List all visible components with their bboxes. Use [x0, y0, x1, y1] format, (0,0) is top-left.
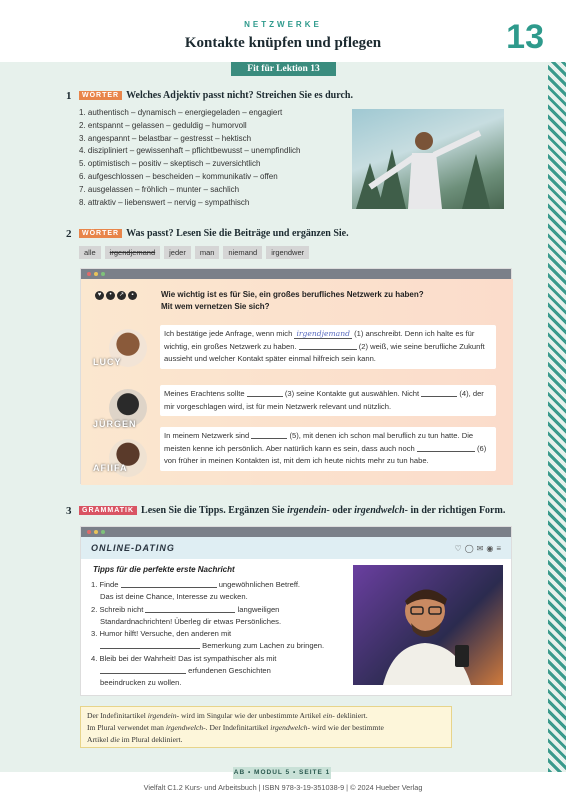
note-text: die: [110, 735, 120, 745]
tip-item: [91, 640, 351, 652]
author-name: JÜRGEN: [93, 419, 137, 429]
share-icon[interactable]: ↗: [118, 292, 125, 298]
instruction-text: Lesen Sie die Tipps. Ergänzen Sie: [141, 505, 285, 516]
tip-item: [91, 604, 351, 616]
forum-post: [160, 427, 496, 471]
note-text: irgendwelch-: [270, 723, 310, 733]
tips-list: [91, 579, 351, 690]
note-text: dekliniert.: [336, 711, 368, 720]
forum-post: [160, 325, 496, 369]
note-text: irgendwelch-: [165, 723, 206, 733]
note-text: wird wie der bestimmte: [311, 723, 384, 733]
window-titlebar: [81, 269, 511, 279]
tip-text: beeindrucken zu wollen.: [100, 678, 182, 688]
note-text: wird im Singular wie der unbestimmte Artikel: [181, 711, 322, 720]
note-line: [87, 710, 445, 722]
social-icons: [95, 291, 137, 300]
note-text: Der Indefinitartikel: [87, 711, 146, 720]
list-item: 8. attraktiv – liebenswert – nervig – sympathisch: [79, 197, 250, 207]
answer-blank[interactable]: [100, 648, 200, 649]
answer-blank[interactable]: [299, 349, 357, 350]
credits: Vielfalt C1.2 Kurs- und Arbeitsbuch | ISBN 978-3-19-351038-9 | © 2024 Hueber Verlag: [143, 783, 423, 792]
list-item: 7. ausgelassen – fröhlich – munter – sachlich: [79, 184, 240, 194]
app-title: ONLINE-DATING: [91, 543, 175, 553]
answer-blank[interactable]: [145, 612, 235, 613]
post-text: (4), der mir vorgeschlagen wird, ist für mein Netzwerk relevant und nützlich.: [164, 389, 484, 411]
exercise-3-instruction: [79, 505, 505, 516]
post-text: (3) seine Kontakte gut auswählen. Nicht: [284, 389, 420, 398]
window-dot: [101, 530, 105, 534]
filled-answer: irgendjemand: [296, 329, 350, 338]
tip-text: Bemerkung zum Lachen zu bringen.: [202, 641, 325, 651]
forum-post: [160, 385, 496, 416]
post-text: In meinem Netzwerk sind: [164, 431, 250, 440]
fit-label: Fit für Lektion 13: [231, 62, 336, 76]
tip-text: erfundenen Geschichten: [188, 666, 271, 676]
note-text: ein-: [322, 711, 335, 720]
note-text: Artikel: [87, 735, 109, 745]
note-line: [87, 734, 445, 746]
author-name: AFIIFA: [93, 463, 128, 473]
instruction-text: Was passt? Lesen Sie die Beiträge und ergänzen Sie.: [126, 228, 349, 239]
instruction-text: irgendwelch-: [354, 505, 409, 516]
chapter-kicker: NETZWERKE: [244, 20, 322, 29]
word-chip[interactable]: alle: [79, 246, 101, 259]
note-text: Im Plural verwendet man: [87, 723, 164, 733]
tag-woerter: WÖRTER: [79, 91, 122, 100]
window-dot: [101, 272, 105, 276]
window-titlebar: [81, 527, 511, 537]
instruction-text: irgendein-: [287, 505, 330, 516]
photo-woman-outdoors: [352, 109, 504, 209]
window-dot: [87, 272, 91, 276]
adjective-list: [79, 107, 349, 209]
window-dot: [94, 272, 98, 276]
chapter-number: 13: [506, 18, 544, 56]
window-dot: [87, 530, 91, 534]
word-bank: [79, 246, 309, 259]
dating-window: [80, 526, 512, 696]
forum-window: [80, 268, 512, 484]
list-item: 6. aufgeschlossen – bescheiden – kommunikativ – offen: [79, 171, 278, 181]
profile-icon[interactable]: ◉: [486, 543, 494, 553]
menu-icon[interactable]: ≡: [496, 543, 501, 553]
grammar-note: [80, 706, 452, 748]
list-item: 4. diszipliniert – gewissenhaft – pflichtbewusst – unempfindlich: [79, 146, 301, 156]
word-chip[interactable]: niemand: [223, 246, 262, 259]
tip-text: ungewöhnlichen Betreff.: [218, 580, 301, 589]
note-line: [87, 722, 445, 734]
tip-item: [91, 579, 351, 591]
tip-text: 4. Bleib bei der Wahrheit! Das ist sympathischer als mit: [91, 653, 277, 663]
tip-text: Standardnachrichten! Überleg dir etwas Persönliches.: [100, 616, 282, 626]
author-name: LUCY: [93, 357, 122, 367]
tip-item: [91, 665, 351, 677]
decorative-border: [548, 62, 566, 772]
mail-icon[interactable]: ✉: [476, 543, 484, 553]
note-text: im Plural dekliniert.: [121, 735, 183, 745]
question-line: Wie wichtig ist es für Sie, ein großes berufliches Netzwerk zu haben?: [161, 290, 424, 299]
post-text: (6) von früher in meinen Kontakten ist, mit dem ich heute nichts mehr zu tun habe.: [164, 443, 487, 465]
word-chip[interactable]: irgendwer: [266, 246, 309, 259]
post-text: (2) weiß, wie seine berufliche Zukunft aussieht und welcher Kontakt später einmal hilfreich sein kann.: [164, 341, 485, 363]
tip-text: 1. Finde: [91, 580, 119, 589]
exercise-number-2: 2: [66, 228, 72, 240]
tips-title: Tipps für die perfekte erste Nachricht: [93, 565, 235, 574]
instruction-text: Welches Adjektiv passt nicht? Streichen Sie es durch.: [126, 90, 353, 101]
exercise-number-1: 1: [66, 90, 72, 102]
post-text: Meines Erachtens sollte: [164, 389, 245, 398]
note-text: . Der Indefinitartikel: [205, 723, 269, 733]
tip-text: 3. Humor hilft! Versuche, den anderen mit: [91, 629, 232, 639]
exercise-2-instruction: [79, 228, 349, 239]
exercise-number-3: 3: [66, 505, 72, 517]
question-line: Mit wem vernetzen Sie sich?: [161, 302, 270, 311]
man-figure: [353, 565, 503, 685]
window-dot: [94, 530, 98, 534]
woman-figure: [352, 109, 504, 209]
forum-content: [81, 279, 513, 485]
word-chip[interactable]: man: [195, 246, 220, 259]
tag-woerter: WÖRTER: [79, 229, 122, 238]
answer-blank[interactable]: [121, 587, 217, 588]
instruction-text: in der richtigen Form.: [410, 505, 506, 516]
bookmark-icon[interactable]: ▪: [128, 291, 137, 300]
list-item: 5. optimistisch – positiv – skeptisch – zuversichtlich: [79, 159, 261, 169]
note-text: irgendein-: [147, 711, 180, 720]
word-chip[interactable]: irgendjemand: [105, 246, 160, 259]
post-text: (5), mit denen ich schon mal beruflich zu tun hatte. Die meisten kenne ich persönlich. Aber natürlich kann es sein, dass auch noch: [164, 431, 474, 453]
word-chip[interactable]: jeder: [164, 246, 191, 259]
tip-text: langweiligen: [237, 604, 280, 614]
chat-icon[interactable]: ◯: [464, 543, 474, 553]
nav-icons: [455, 544, 501, 553]
answer-blank[interactable]: [421, 396, 457, 397]
page-header: [0, 0, 566, 62]
post-text: Ich bestätige jede Anfrage, wenn mich: [164, 329, 293, 338]
page-tag: AB • MODUL 5 • SEITE 1: [233, 767, 331, 779]
app-navbar: [81, 537, 511, 559]
tag-grammatik: GRAMMATIK: [79, 506, 137, 515]
tip-text: Das ist deine Chance, Interesse zu wecken.: [100, 592, 248, 602]
post-text: (1) anschreibt. Denn ich halte es für wichtig, ein großes Netzwerk zu haben.: [164, 329, 475, 351]
exercise-1-instruction: [79, 90, 353, 101]
forum-question: [161, 289, 491, 313]
tip-text: 2. Schreib nicht: [91, 604, 144, 614]
chat-icon[interactable]: •: [106, 291, 115, 300]
list-item: 1. authentisch – dynamisch – energiegeladen – engagiert: [79, 108, 283, 117]
list-item: 3. angespannt – belastbar – gestresst – hektisch: [79, 133, 252, 143]
heart-icon[interactable]: ♥: [95, 291, 104, 300]
instruction-text: oder: [332, 505, 352, 516]
answer-blank[interactable]: [417, 451, 475, 452]
heart-icon[interactable]: ♡: [454, 543, 462, 553]
answer-blank[interactable]: [251, 438, 287, 439]
photo-man-with-phone: [353, 565, 503, 685]
list-item: 2. entspannt – gelassen – geduldig – humorvoll: [79, 120, 247, 130]
answer-blank[interactable]: [100, 673, 186, 674]
answer-blank[interactable]: [247, 396, 283, 397]
page-title: Kontakte knüpfen und pflegen: [184, 35, 382, 51]
